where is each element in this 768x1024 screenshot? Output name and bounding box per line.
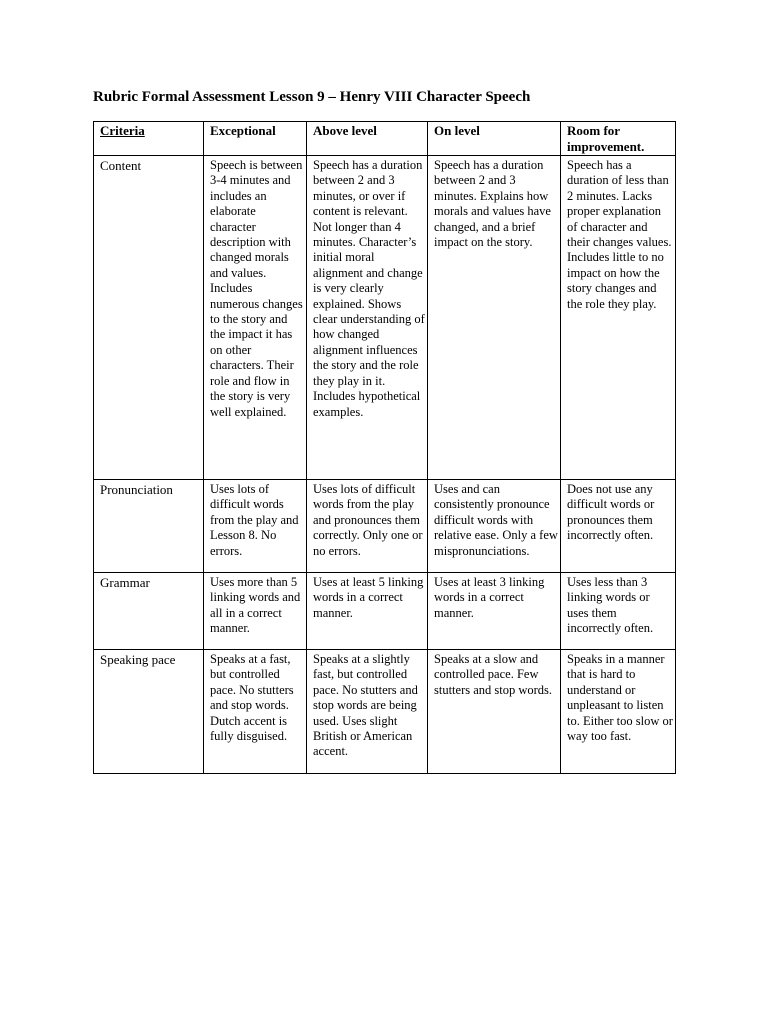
row-grammar	[94, 573, 676, 650]
header-on-level: On level	[428, 122, 561, 156]
cell-content-room-for-improvement: Speech has a duration of less than 2 minutes. Lacks proper explanation of character and their changes values. Includes little to no impact on how the story changes and the role they play.	[561, 156, 676, 480]
header-room-for-improvement: Room for improvement.	[561, 122, 676, 156]
cell-grammar-room-for-improvement: Uses less than 3 linking words or uses them incorrectly often.	[561, 573, 676, 650]
criterion-speaking-pace: Speaking pace	[94, 650, 204, 774]
cell-pronunciation-above-level: Uses lots of difficult words from the play and pronounces them correctly. Only one or no errors.	[307, 480, 428, 573]
criterion-content: Content	[94, 156, 204, 480]
header-exceptional: Exceptional	[204, 122, 307, 156]
cell-speaking-pace-on-level: Speaks at a slow and controlled pace. Few stutters and stop words.	[428, 650, 561, 774]
rubric-table	[93, 121, 676, 774]
row-content	[94, 156, 676, 480]
header-row	[94, 122, 676, 156]
cell-content-above-level: Speech has a duration between 2 and 3 minutes, or over if content is relevant. Not longer than 4 minutes. Character’s initial moral alignment and change is very clearly explained. Shows clear understanding of how changed alignment influences the story and the role they play in it. Includes hypothetical examples.	[307, 156, 428, 480]
criterion-pronunciation: Pronunciation	[94, 480, 204, 573]
criterion-grammar: Grammar	[94, 573, 204, 650]
cell-pronunciation-exceptional: Uses lots of difficult words from the play and Lesson 8. No errors.	[204, 480, 307, 573]
cell-speaking-pace-above-level: Speaks at a slightly fast, but controlled pace. No stutters and stop words are being used. Uses slight British or American accent.	[307, 650, 428, 774]
cell-pronunciation-on-level: Uses and can consistently pronounce difficult words with relative ease. Only a few mispronunciations.	[428, 480, 561, 573]
document-title: Rubric Formal Assessment Lesson 9 – Henry VIII Character Speech	[93, 89, 531, 105]
cell-grammar-above-level: Uses at least 5 linking words in a correct manner.	[307, 573, 428, 650]
cell-grammar-on-level: Uses at least 3 linking words in a correct manner.	[428, 573, 561, 650]
cell-content-on-level: Speech has a duration between 2 and 3 minutes. Explains how morals and values have changed, and a brief impact on the story.	[428, 156, 561, 480]
header-criteria: Criteria	[94, 122, 204, 156]
row-pronunciation	[94, 480, 676, 573]
cell-pronunciation-room-for-improvement: Does not use any difficult words or pronounces them incorrectly often.	[561, 480, 676, 573]
cell-content-exceptional: Speech is between 3-4 minutes and includes an elaborate character description with changed morals and values. Includes numerous changes to the story and the impact it has on other characters. Their role and flow in the story is very well explained.	[204, 156, 307, 480]
cell-speaking-pace-room-for-improvement: Speaks in a manner that is hard to understand or unpleasant to listen to. Either too slow or way too fast.	[561, 650, 676, 774]
cell-grammar-exceptional: Uses more than 5 linking words and all in a correct manner.	[204, 573, 307, 650]
row-speaking-pace	[94, 650, 676, 774]
cell-speaking-pace-exceptional: Speaks at a fast, but controlled pace. No stutters and stop words. Dutch accent is fully disguised.	[204, 650, 307, 774]
header-above-level: Above level	[307, 122, 428, 156]
